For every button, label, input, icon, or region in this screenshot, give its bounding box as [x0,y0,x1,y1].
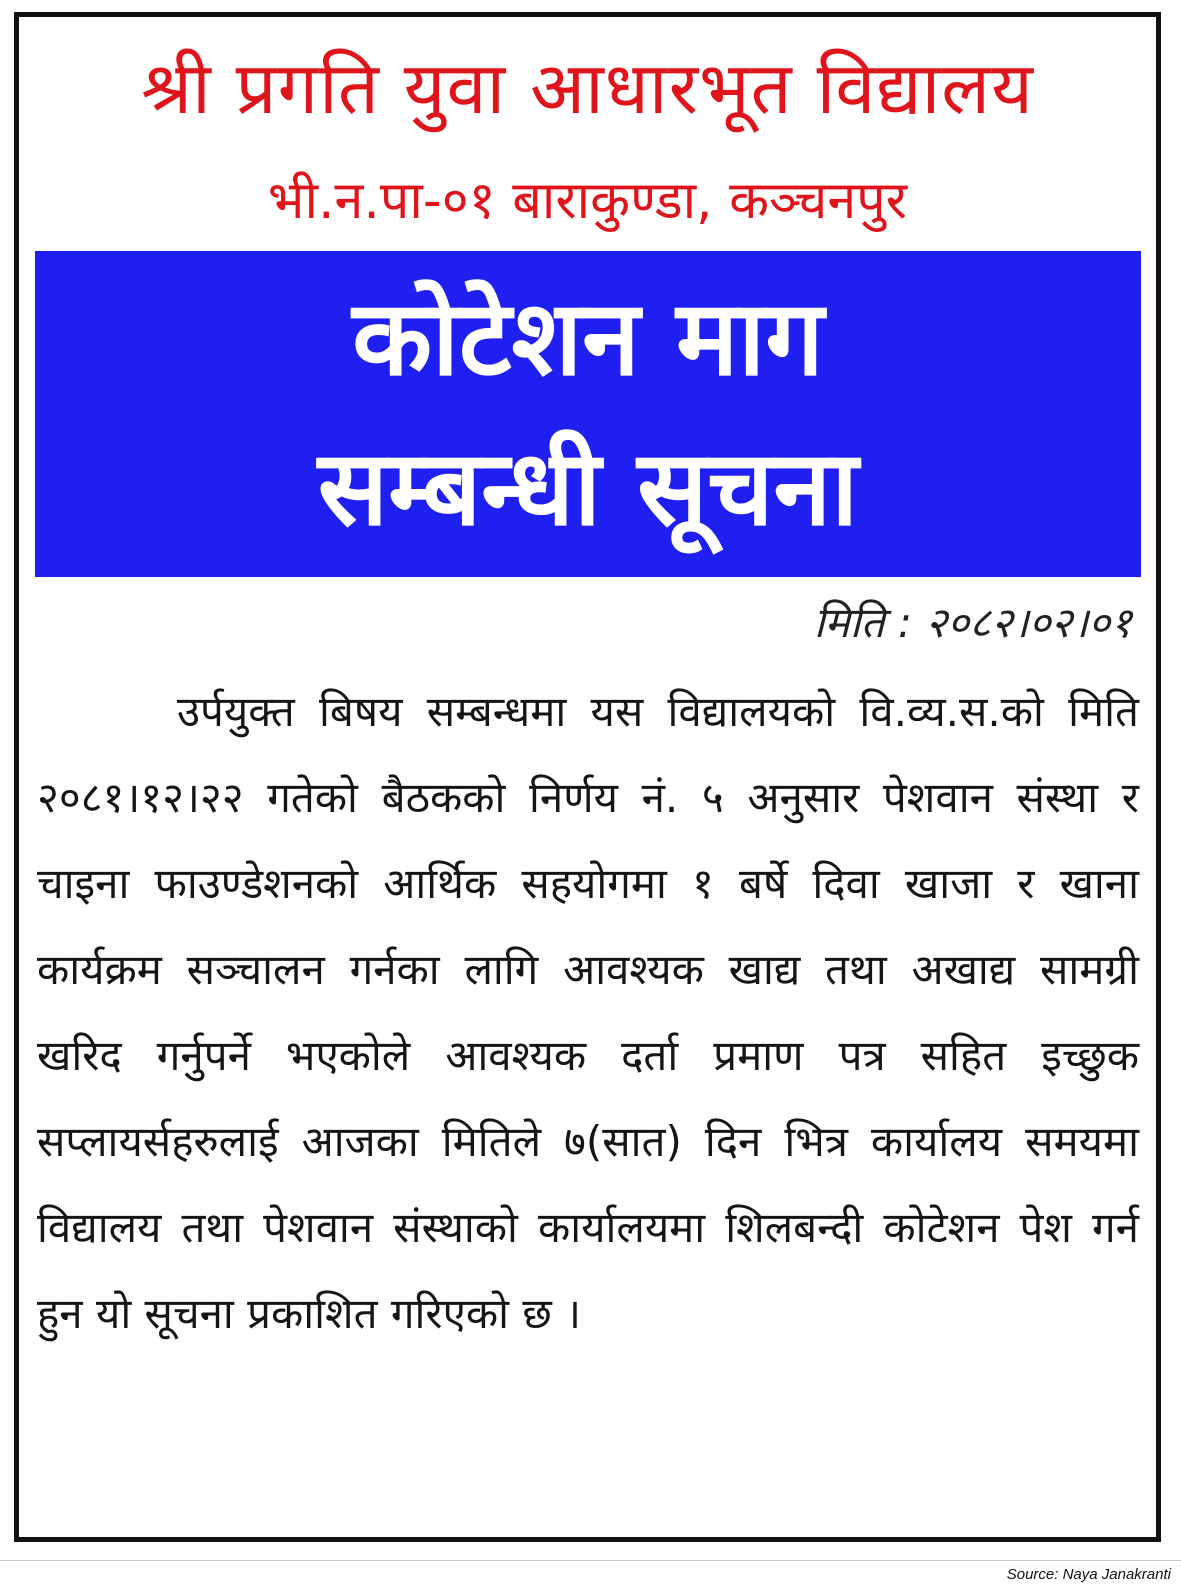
source-credit: Source: Naya Janakranti [1006,1566,1171,1583]
heading-line-2: सम्बन्धी सूचना [317,427,859,549]
bottom-divider [0,1560,1181,1561]
school-name: श्री प्रगति युवा आधारभूत विद्यालय [141,46,1034,130]
notice-date: मिति : २०८२।०२।०१ [813,598,1132,647]
heading-line-1: कोटेशन माग [352,277,824,399]
school-address: भी.न.पा-०१ बाराकुण्डा, कञ्चनपुर [267,171,908,231]
heading-banner [35,251,1141,577]
notice-frame [14,12,1161,1542]
notice-body: उर्पयुक्त बिषय सम्बन्धमा यस विद्यालयको वि.व्य.स.को मिति २०८१।१२।२२ गतेको बैठकको निर्णय नं. ५ अनुसार पेशवान संस्था र चाइना फाउण्डेशनको आर्थिक सहयोगमा १ बर्षे दिवा खाजा र खाना कार्यक्रम सञ्चालन गर्नका लागि आवश्यक खाद्य तथा अखाद्य सामग्री खरिद गर्नुपर्ने भएकोले आवश्यक दर्ता प्रमाण पत्र सहित इच्छुक सप्लायर्सहरुलाई आजका मितिले ७(सात) दिन भित्र कार्यालय समयमा विद्यालय तथा पेशवान संस्थाको कार्यालयमा शिलबन्दी कोटेशन पेश गर्न हुन यो सूचना प्रकाशित गरिएको छ । [37,687,1139,1338]
